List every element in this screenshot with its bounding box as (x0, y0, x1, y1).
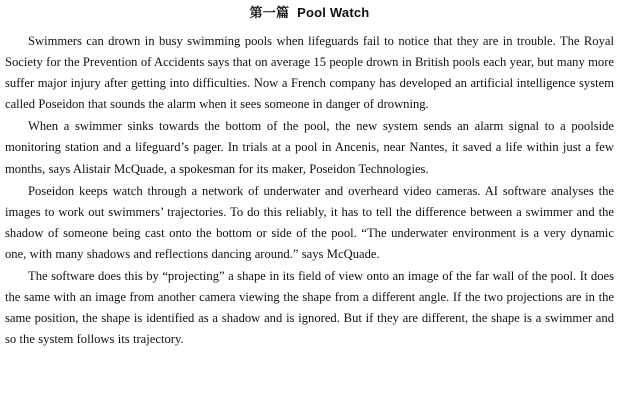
document-title (5, 4, 614, 22)
paragraph-2: When a swimmer sinks towards the bottom of the pool, the new system sends an alarm signal to a poolside monitoring station and a lifeguard’s pager. In trials at a pool in Ancenis, near Nantes, it saved a life within just a few months, says Alistair McQuade, a spokesman for its maker, Poseidon Technologies. (5, 119, 614, 176)
title-text: Pool Watch (297, 5, 370, 20)
title-section: 第一篇 (249, 5, 290, 20)
paragraph-1: Swimmers can drown in busy swimming pools when lifeguards fail to notice that they are in trouble. The Royal Society for the Prevention of Accidents says that on average 15 people drown in British pools each year, but many more suffer major injury after getting into difficulties. Now a French company has developed an artificial intelligence system called Poseidon that sounds the alarm when it sees someone in danger of drowning. (5, 34, 614, 112)
paragraph-3: Poseidon keeps watch through a network of underwater and overheard video cameras. AI software analyses the images to work out swimmers’ trajectories. To do this reliably, it has to tell the difference between a swimmer and the shadow of someone being cast onto the bottom or side of the pool. “The underwater environment is a very dynamic one, with many shadows and reflections dancing around.” says McQuade. (5, 183, 614, 261)
paragraph-4: The software does this by “projecting” a shape in its field of view onto an image of the far wall of the pool. It does the same with an image from another camera viewing the shape from a different angle. If the two projections are in the same position, the shape is identified as a shadow and is ignored. But if they are different, the shape is a swimmer and so the system follows its trajectory. (5, 269, 614, 347)
